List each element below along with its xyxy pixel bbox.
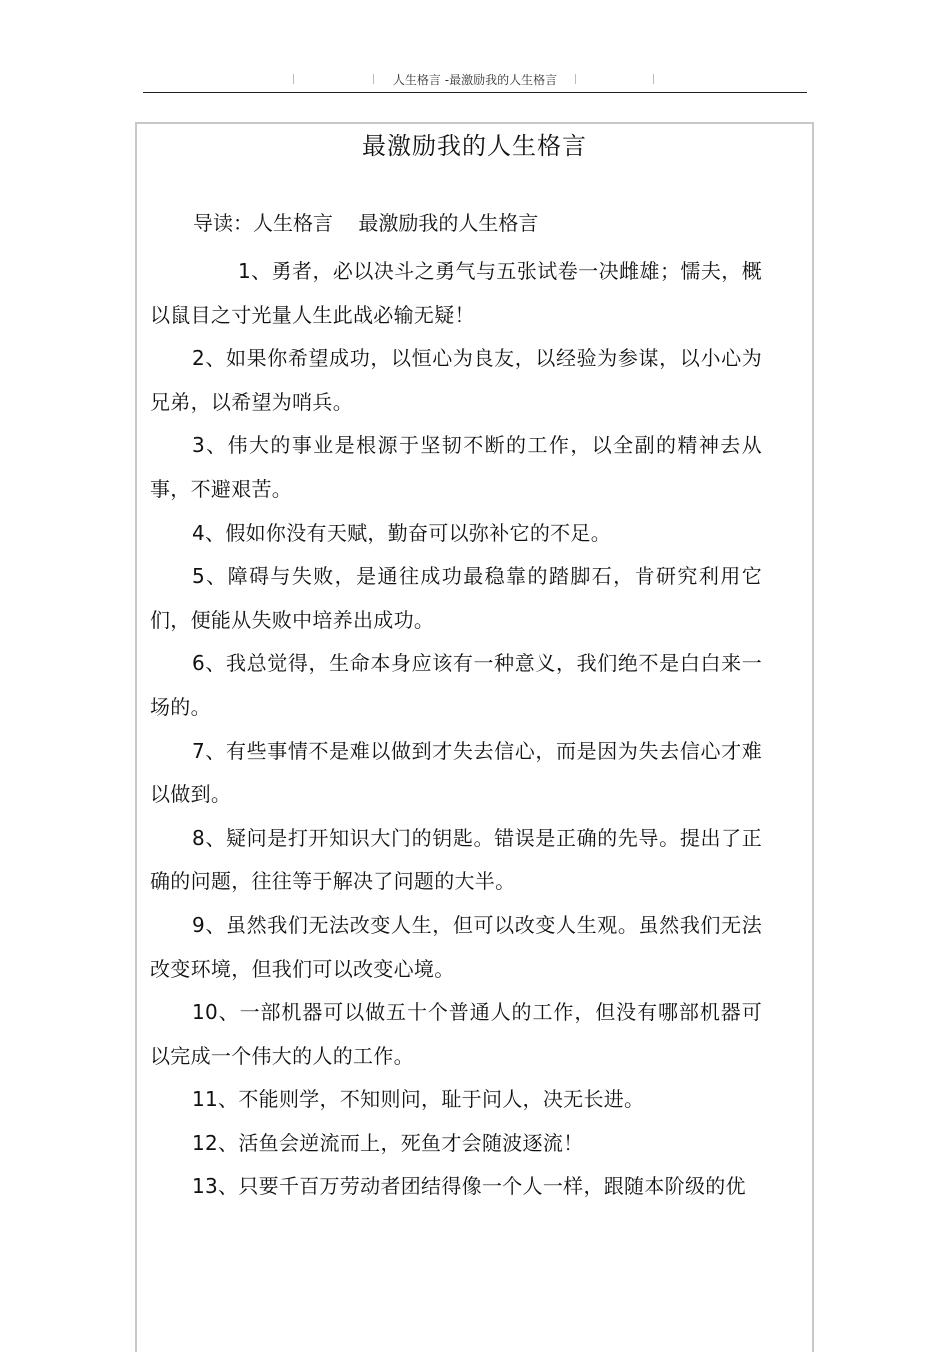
header-divider	[653, 74, 654, 84]
quote-paragraph: 6、我总觉得，生命本身应该有一种意义，我们绝不是白白来一场的。	[150, 651, 762, 719]
quote-paragraph: 11、不能则学，不知则问，耻于问人，决无长进。	[192, 1087, 645, 1112]
quote-paragraph: 10、一部机器可以做五十个普通人的工作，但没有哪部机器可以完成一个伟大的人的工作。	[150, 1000, 762, 1068]
quote-paragraph: 8、疑问是打开知识大门的钥匙。错误是正确的先导。提出了正确的问题，往往等于解决了问题的大半。	[150, 825, 762, 894]
quote-paragraph: 9、虽然我们无法改变人生，但可以改变人生观。虽然我们无法改变环境，但我们可以改变心境。	[150, 912, 762, 981]
quote-paragraph: 3、伟大的事业是根源于坚韧不断的工作，以全副的精神去从事，不避艰苦。	[150, 433, 762, 501]
header-divider	[575, 74, 576, 84]
quote-paragraph: 12、活鱼会逆流而上，死鱼才会随波逐流！	[192, 1130, 584, 1155]
document-title: 最激励我的人生格言	[362, 132, 587, 160]
quote-paragraph: 5、障碍与失败，是通往成功最稳靠的踏脚石，肯研究利用它们，便能从失败中培养出成功。	[150, 564, 762, 632]
quote-paragraph: 7、有些事情不是难以做到才失去信心，而是因为失去信心才难以做到。	[150, 738, 762, 807]
quote-paragraph: 4、假如你没有天赋，勤奋可以弥补它的不足。	[192, 520, 612, 545]
quote-paragraph: 13、只要千百万劳动者团结得像一个人一样，跟随本阶级的优	[192, 1174, 746, 1199]
quote-paragraph: 1、勇者，必以决斗之勇气与五张试卷一决雌雄；懦夫，概以鼠目之寸光量人生此战必输无疑！	[150, 259, 762, 327]
intro-line: 导读：人生格言 最激励我的人生格言	[193, 211, 539, 235]
quote-paragraph: 2、如果你希望成功，以恒心为良友，以经验为参谋，以小心为兄弟，以希望为哨兵。	[150, 346, 762, 414]
document-body	[150, 250, 762, 1209]
page-header	[143, 66, 807, 93]
header-text: 人生格言 -最激励我的人生格言	[392, 73, 558, 87]
